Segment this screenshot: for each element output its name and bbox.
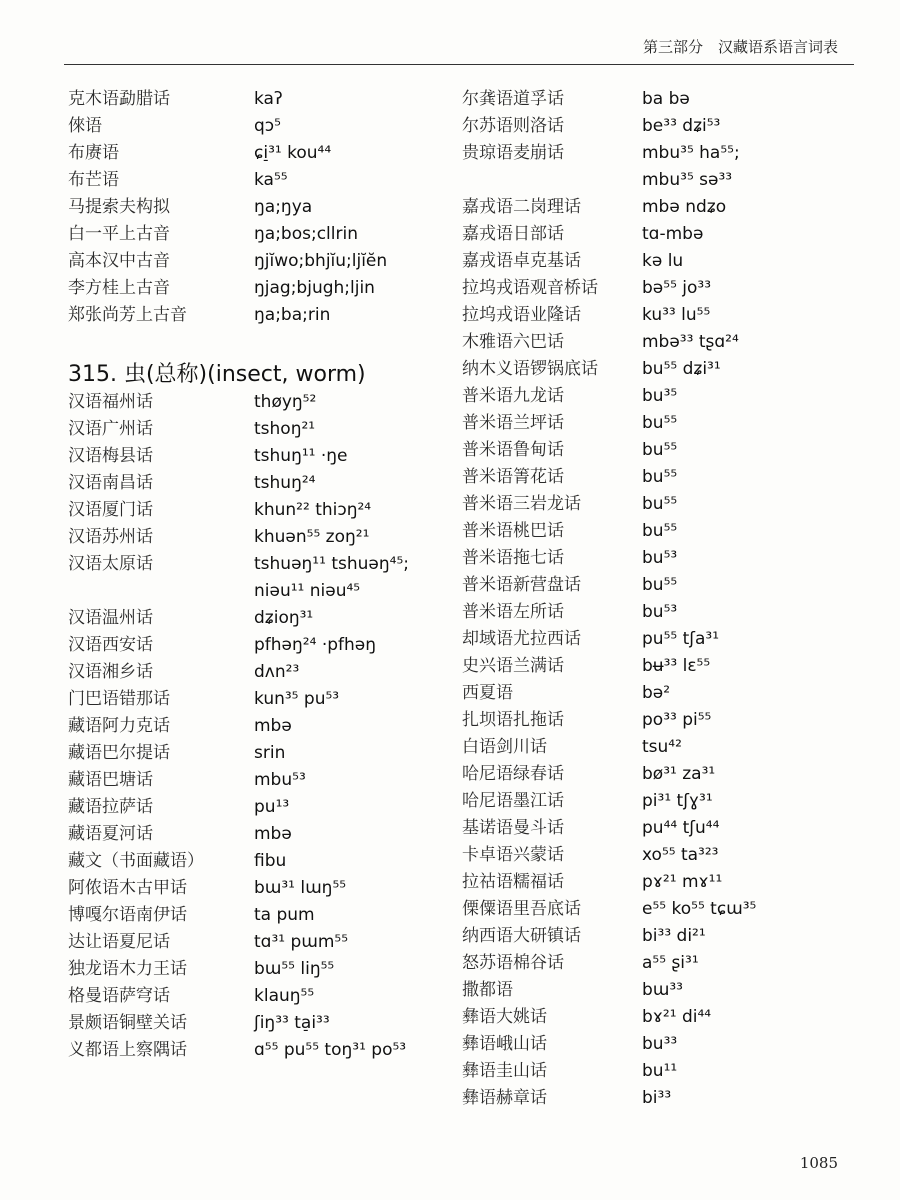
word-entry-row <box>462 815 852 842</box>
word-form: ŋjĭwo;bhjĭu;ljĭĕn <box>254 251 388 271</box>
word-form: mbu³⁵ sə³³ <box>642 170 733 190</box>
word-entry-row <box>462 383 852 410</box>
word-form: bu⁵⁵ <box>642 413 678 433</box>
word-form: bʉ³³ lɛ⁵⁵ <box>642 656 711 676</box>
word-entry-row <box>462 653 852 680</box>
left-column <box>68 86 448 1064</box>
word-form: bu¹¹ <box>642 1061 678 1081</box>
word-entry-row <box>462 1031 852 1058</box>
language-name: 普米语拖七话 <box>462 548 564 568</box>
word-form: tshoŋ²¹ <box>254 419 316 439</box>
language-name: 藏语拉萨话 <box>68 797 153 817</box>
word-form: ku³³ lu⁵⁵ <box>642 305 711 325</box>
word-form: mbə <box>254 824 292 844</box>
word-entry-row <box>68 167 448 194</box>
word-entry-row <box>68 443 448 470</box>
word-entry-row <box>462 275 852 302</box>
word-form: bu⁵⁵ <box>642 467 678 487</box>
word-form: bu³³ <box>642 1034 678 1054</box>
language-name: 藏语夏河话 <box>68 824 153 844</box>
word-entry-row <box>68 632 448 659</box>
language-name: 普米语桃巴话 <box>462 521 564 541</box>
language-name: 汉语厦门话 <box>68 500 153 520</box>
word-entry-row <box>462 437 852 464</box>
word-form: bu⁵⁵ <box>642 521 678 541</box>
word-entry-row <box>462 302 852 329</box>
word-entry-row <box>68 794 448 821</box>
language-name: 彝语赫章话 <box>462 1088 547 1108</box>
language-name: 普米语三岩龙话 <box>462 494 581 514</box>
language-name <box>68 578 254 605</box>
language-name: 阿侬语木古甲话 <box>68 878 187 898</box>
word-form: dʌn²³ <box>254 662 300 682</box>
word-entry-row <box>462 977 852 1004</box>
word-entry-row <box>68 686 448 713</box>
section-heading: 315. 虫(总称)(insect, worm) <box>68 362 366 387</box>
language-name: 贵琼语麦崩话 <box>462 143 564 163</box>
word-form: bu³⁵ <box>642 386 678 406</box>
word-form: bə⁵⁵ jo³³ <box>642 278 712 298</box>
language-name: 纳西语大研镇话 <box>462 926 581 946</box>
word-form: bø³¹ za³¹ <box>642 764 716 784</box>
word-form: xo⁵⁵ ta³²³ <box>642 845 719 865</box>
left-bottom-entries <box>68 389 448 1064</box>
word-form: ɑ⁵⁵ pu⁵⁵ toŋ³¹ po⁵³ <box>254 1040 407 1060</box>
word-entry-row <box>68 929 448 956</box>
word-form: pu⁴⁴ tʃu⁴⁴ <box>642 818 720 838</box>
word-form: srin <box>254 743 286 763</box>
word-entry-row <box>462 464 852 491</box>
word-form: ŋa;ba;rin <box>254 305 331 325</box>
word-form: tsu⁴² <box>642 737 682 757</box>
language-name: 马提索夫构拟 <box>68 197 170 217</box>
language-name: 高本汉中古音 <box>68 251 170 271</box>
word-entry-row <box>462 248 852 275</box>
word-entry-row <box>68 605 448 632</box>
word-form: fibu <box>254 851 287 871</box>
word-entry-row <box>462 923 852 950</box>
word-entry-row <box>462 680 852 707</box>
word-form: pu¹³ <box>254 797 290 817</box>
word-form: qɔ⁵ <box>254 116 281 136</box>
word-form: tshuəŋ¹¹ tshuəŋ⁴⁵; <box>254 554 410 574</box>
word-entry-row <box>68 194 448 221</box>
word-form: pfhəŋ²⁴ ·pfhəŋ <box>254 635 377 655</box>
word-entry-row <box>68 86 448 113</box>
word-entry-row <box>68 416 448 443</box>
word-form: dʑioŋ³¹ <box>254 608 314 628</box>
word-form: ʃiŋ³³ ta̠i³³ <box>254 1013 330 1033</box>
language-name: 克木语勐腊话 <box>68 89 170 109</box>
language-name: 汉语南昌话 <box>68 473 153 493</box>
word-entry-row <box>462 626 852 653</box>
language-name: 独龙语木力王话 <box>68 959 187 979</box>
header-rule <box>64 64 854 65</box>
language-name: 汉语温州话 <box>68 608 153 628</box>
word-form: bi³³ <box>642 1088 672 1108</box>
language-name: 藏语巴塘话 <box>68 770 153 790</box>
language-name: 彝语圭山话 <box>462 1061 547 1081</box>
word-form: bɯ³¹ lɯŋ⁵⁵ <box>254 878 347 898</box>
language-name: 达让语夏尼话 <box>68 932 170 952</box>
language-name: 嘉戎语日部话 <box>462 224 564 244</box>
word-form: po³³ pi⁵⁵ <box>642 710 712 730</box>
word-form: ŋjag;bjugh;ljin <box>254 278 375 298</box>
word-entry-row <box>462 113 852 140</box>
word-entry-row <box>462 491 852 518</box>
word-entry-row <box>68 302 448 329</box>
word-entry-row <box>462 950 852 977</box>
language-name: 基诺语曼斗话 <box>462 818 564 838</box>
word-form: khun²² thiɔŋ²⁴ <box>254 500 372 520</box>
language-name: 汉语福州话 <box>68 392 153 412</box>
word-entry-row <box>462 842 852 869</box>
word-form: mbə³³ tʂɑ²⁴ <box>642 332 739 352</box>
language-name: 哈尼语墨江话 <box>462 791 564 811</box>
word-entry-row <box>68 713 448 740</box>
word-form: e⁵⁵ ko⁵⁵ tɕɯ³⁵ <box>642 899 757 919</box>
word-form: tshuŋ²⁴ <box>254 473 316 493</box>
language-name: 郑张尚芳上古音 <box>68 305 187 325</box>
word-entry-row <box>68 524 448 551</box>
word-entry-row <box>68 740 448 767</box>
word-form: bu⁵⁵ <box>642 440 678 460</box>
word-entry-row <box>462 599 852 626</box>
language-name: 博嘎尔语南伊话 <box>68 905 187 925</box>
word-entry-row <box>462 518 852 545</box>
word-form: bɯ³³ <box>642 980 683 1000</box>
word-entry-row <box>68 221 448 248</box>
word-entry-row <box>68 659 448 686</box>
language-name: 汉语苏州话 <box>68 527 153 547</box>
word-entry-row <box>462 1085 852 1112</box>
word-entry-row <box>462 572 852 599</box>
word-form: khuən⁵⁵ zoŋ²¹ <box>254 527 370 547</box>
language-name: 普米语新营盘话 <box>462 575 581 595</box>
language-name: 普米语兰坪话 <box>462 413 564 433</box>
running-header: 第三部分 汉藏语系语言词表 <box>642 38 838 56</box>
language-name: 纳木义语锣锅底话 <box>462 359 598 379</box>
word-form: ta pum <box>254 905 315 925</box>
word-form: tɑ³¹ pɯm⁵⁵ <box>254 932 349 952</box>
word-entry-row <box>462 788 852 815</box>
word-form: bu⁵⁵ <box>642 575 678 595</box>
language-name <box>462 167 642 194</box>
word-form: ɕi̠³¹ kou⁴⁴ <box>254 143 332 163</box>
word-form: ŋa;ŋya <box>254 197 313 217</box>
word-entry-row <box>68 497 448 524</box>
language-name: 彝语峨山话 <box>462 1034 547 1054</box>
language-name: 布赓语 <box>68 143 119 163</box>
word-form: mbu⁵³ <box>254 770 306 790</box>
word-form: thøyŋ⁵² <box>254 392 317 412</box>
language-name: 布芒语 <box>68 170 119 190</box>
word-entry-row <box>68 113 448 140</box>
word-form: be³³ dʑi⁵³ <box>642 116 721 136</box>
language-name: 拉坞戎语观音桥话 <box>462 278 598 298</box>
word-form: ka⁵⁵ <box>254 170 288 190</box>
language-name: 撒都语 <box>462 980 513 1000</box>
word-entry-row <box>462 356 852 383</box>
word-form: bu⁵⁵ dʑi³¹ <box>642 359 721 379</box>
word-form: tɑ-mbə <box>642 224 704 244</box>
word-entry-row <box>462 410 852 437</box>
word-form: bi³³ di²¹ <box>642 926 706 946</box>
word-form: pɤ²¹ mɤ¹¹ <box>642 872 723 892</box>
word-entry-row <box>68 983 448 1010</box>
word-form: bɤ²¹ di⁴⁴ <box>642 1007 712 1027</box>
word-entry-row <box>462 167 852 194</box>
language-name: 拉坞戎语业隆话 <box>462 305 581 325</box>
word-entry-row <box>68 848 448 875</box>
section-gap <box>68 329 448 355</box>
word-form: bu⁵³ <box>642 548 678 568</box>
word-entry-row <box>68 1037 448 1064</box>
word-form: kə lu <box>642 251 684 271</box>
word-entry-row <box>68 578 448 605</box>
word-form: bu⁵⁵ <box>642 494 678 514</box>
word-entry-row <box>462 707 852 734</box>
word-entry-row <box>462 896 852 923</box>
language-name: 嘉戎语卓克基话 <box>462 251 581 271</box>
language-name: 白语剑川话 <box>462 737 547 757</box>
language-name: 汉语梅县话 <box>68 446 153 466</box>
language-name: 门巴语错那话 <box>68 689 170 709</box>
language-name: 汉语湘乡话 <box>68 662 153 682</box>
word-form: kaʔ <box>254 89 283 109</box>
language-name: 却域语尤拉西话 <box>462 629 581 649</box>
word-entry-row <box>68 1010 448 1037</box>
language-name: 嘉戎语二岗理话 <box>462 197 581 217</box>
language-name: 汉语西安话 <box>68 635 153 655</box>
language-name: 普米语九龙话 <box>462 386 564 406</box>
word-entry-row <box>462 761 852 788</box>
language-name: 普米语左所话 <box>462 602 564 622</box>
word-entry-row <box>68 551 448 578</box>
word-entry-row <box>462 329 852 356</box>
page-number: 1085 <box>799 1154 838 1172</box>
language-name: 藏语阿力克话 <box>68 716 170 736</box>
word-entry-row <box>462 194 852 221</box>
word-entry-row <box>462 86 852 113</box>
language-name: 汉语广州话 <box>68 419 153 439</box>
word-form: bə² <box>642 683 671 703</box>
word-form: bɯ⁵⁵ liŋ⁵⁵ <box>254 959 335 979</box>
word-form: tshuŋ¹¹ ·ŋe <box>254 446 348 466</box>
language-name: 彝语大姚话 <box>462 1007 547 1027</box>
language-name: 傈僳语里吾底话 <box>462 899 581 919</box>
word-entry-row <box>68 821 448 848</box>
language-name: 藏语巴尔提话 <box>68 743 170 763</box>
word-form: mbə <box>254 716 292 736</box>
language-name: 格曼语萨穹话 <box>68 986 170 1006</box>
word-entry-row <box>462 1004 852 1031</box>
word-entry-row <box>68 767 448 794</box>
word-form: kun³⁵ pu⁵³ <box>254 689 340 709</box>
left-top-entries <box>68 86 448 329</box>
language-name: 汉语太原话 <box>68 554 153 574</box>
language-name: 木雅语六巴话 <box>462 332 564 352</box>
word-entry-row <box>68 875 448 902</box>
word-form: mbə ndʑo <box>642 197 727 217</box>
word-entry-row <box>68 902 448 929</box>
language-name: 藏文（书面藏语） <box>68 851 204 871</box>
language-name: 李方桂上古音 <box>68 278 170 298</box>
language-name: 义都语上察隅话 <box>68 1040 187 1060</box>
word-form: ba bə <box>642 89 690 109</box>
language-name: 白一平上古音 <box>68 224 170 244</box>
word-form: niəu¹¹ niəu⁴⁵ <box>254 581 361 601</box>
word-form: mbu³⁵ ha⁵⁵; <box>642 143 740 163</box>
right-entries <box>462 86 852 1112</box>
word-entry-row <box>462 545 852 572</box>
word-form: bu⁵³ <box>642 602 678 622</box>
word-entry-row <box>462 734 852 761</box>
language-name: 怒苏语棉谷话 <box>462 953 564 973</box>
word-entry-row <box>68 248 448 275</box>
word-entry-row <box>462 140 852 167</box>
language-name: 普米语箐花话 <box>462 467 564 487</box>
word-entry-row <box>462 221 852 248</box>
word-entry-row <box>68 470 448 497</box>
right-column <box>462 86 852 1112</box>
word-entry-row <box>68 956 448 983</box>
word-entry-row <box>68 389 448 416</box>
language-name: 倈语 <box>68 116 102 136</box>
language-name: 西夏语 <box>462 683 513 703</box>
word-entry-row <box>68 275 448 302</box>
word-form: klauŋ⁵⁵ <box>254 986 315 1006</box>
language-name: 尔苏语则洛话 <box>462 116 564 136</box>
language-name: 普米语鲁甸话 <box>462 440 564 460</box>
language-name: 尔龚语道孚话 <box>462 89 564 109</box>
word-entry-row <box>462 869 852 896</box>
word-entry-row <box>462 1058 852 1085</box>
language-name: 扎坝语扎拖话 <box>462 710 564 730</box>
word-form: ŋa;bos;cllrin <box>254 224 358 244</box>
language-name: 哈尼语绿春话 <box>462 764 564 784</box>
word-entry-row <box>68 140 448 167</box>
language-name: 拉祜语糯福话 <box>462 872 564 892</box>
word-form: pi³¹ tʃɣ³¹ <box>642 791 713 811</box>
language-name: 景颇语铜壁关话 <box>68 1013 187 1033</box>
word-form: pu⁵⁵ tʃa³¹ <box>642 629 720 649</box>
word-form: a⁵⁵ ʂi³¹ <box>642 953 699 973</box>
language-name: 史兴语兰满话 <box>462 656 564 676</box>
language-name: 卡卓语兴蒙话 <box>462 845 564 865</box>
